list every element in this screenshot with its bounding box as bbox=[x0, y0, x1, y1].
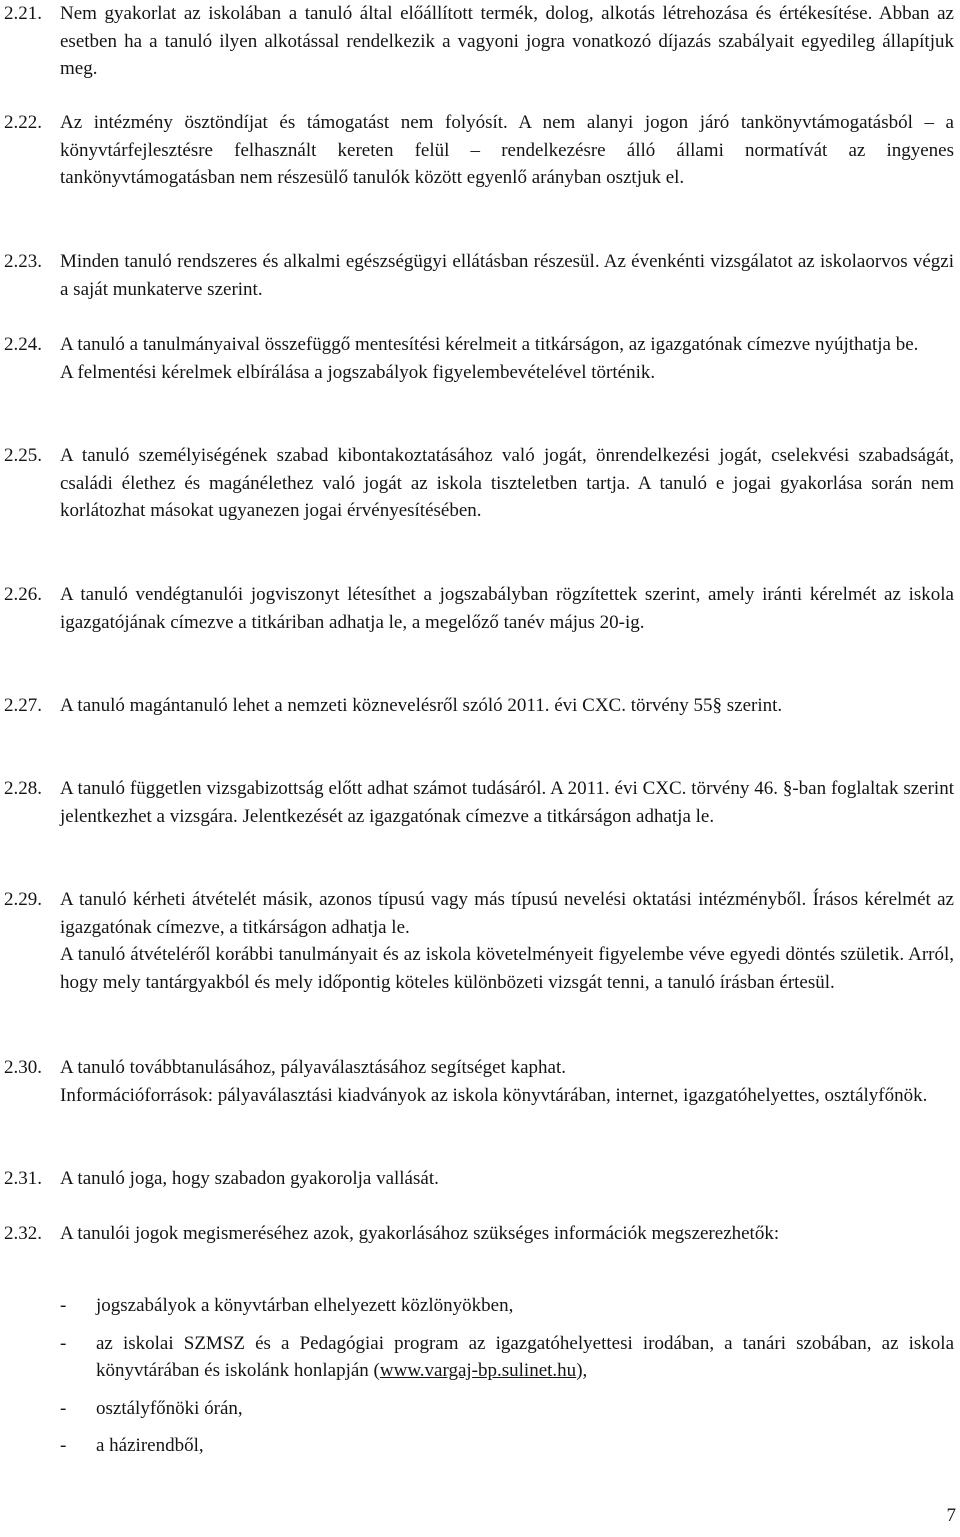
section-2-23 bbox=[0, 248, 954, 303]
section-paragraph: Az intézmény ösztöndíjat és támogatást nem folyósít. A nem alanyi jogon járó tankönyvtámogatásból – a könyvtárfejlesztésre felhasznált kereten felül – rendelkezésre álló állami normatívát az ingyenes tankönyvtámogatásban nem részesülő tanulók között egyenlő arányban osztjuk el. bbox=[60, 112, 954, 188]
section-number: 2.28. bbox=[4, 778, 42, 799]
info-sources-list bbox=[60, 1292, 954, 1460]
section-2-28 bbox=[0, 775, 954, 830]
section-2-26 bbox=[0, 581, 954, 636]
section-paragraph: A tanulói jogok megismeréséhez azok, gyakorlásához szükséges információk megszerezhetők: bbox=[60, 1223, 780, 1244]
website-link[interactable]: www.vargaj-bp.sulinet.hu bbox=[379, 1360, 577, 1381]
section-paragraph: Nem gyakorlat az iskolában a tanuló által előállított termék, dolog, alkotás létrehozása és értékesítése. Abban az esetben ha a tanuló ilyen alkotással rendelkezik a vagyoni jogra vonatkozó díjazás szabályait egyedileg állapítjuk meg. bbox=[60, 3, 954, 79]
dash-bullet: - bbox=[60, 1332, 67, 1354]
section-paragraph: A felmentési kérelmek elbírálása a jogszabályok figyelembevételével történik. bbox=[60, 361, 656, 383]
section-2-30 bbox=[0, 1054, 954, 1109]
section-number: 2.27. bbox=[4, 695, 42, 716]
section-paragraph: A tanuló kérheti átvételét másik, azonos típusú vagy más típusú nevelési oktatási intézményből. Írásos kérelmét az igazgatónak címezve, a titkárságon adhatja le. bbox=[60, 889, 954, 938]
section-2-31 bbox=[0, 1165, 954, 1193]
section-number: 2.32. bbox=[4, 1223, 42, 1244]
section-number: 2.25. bbox=[4, 445, 42, 466]
section-paragraph: Információforrások: pályaválasztási kiadványok az iskola könyvtárában, internet, igazgatóhelyettes, osztályfőnök. bbox=[60, 1084, 928, 1106]
section-paragraph: A tanuló független vizsgabizottság előtt adhat számot tudásáról. A 2011. évi CXC. törvény 46. §-ban foglaltak szerint jelentkezhet a vizsgára. Jelentkezését az igazgatónak címezve a titkárságon adhatja le. bbox=[60, 778, 954, 827]
list-item-text: az iskolai SZMSZ és a Pedagógiai program az igazgatóhelyettesi irodában, a tanári szobában, az iskola könyvtárában és iskolánk honlapján ( bbox=[96, 1332, 954, 1381]
section-number: 2.22. bbox=[4, 112, 42, 133]
section-2-21 bbox=[0, 0, 954, 83]
section-paragraph: A tanuló magántanuló lehet a nemzeti köznevelésről szóló 2011. évi CXC. törvény 55§ szerint. bbox=[60, 695, 783, 716]
section-paragraph: A tanuló a tanulmányaival összefüggő mentesítési kérelmeit a titkárságon, az igazgatónak címezve nyújthatja be. bbox=[60, 334, 919, 355]
section-number: 2.26. bbox=[4, 584, 42, 605]
list-item-text: jogszabályok a könyvtárban elhelyezett közlönyökben, bbox=[96, 1295, 514, 1316]
dash-bullet: - bbox=[60, 1435, 67, 1456]
dash-bullet: - bbox=[60, 1295, 67, 1316]
section-paragraph: A tanuló vendégtanulói jogviszonyt létesíthet a jogszabályban rögzítettek szerint, amely iránti kérelmét az iskola igazgatójának címezve a titkáriban adhatja le, a megelőző tanév május 20-ig. bbox=[60, 584, 954, 633]
section-2-29 bbox=[0, 886, 954, 996]
section-2-25 bbox=[0, 442, 954, 525]
page-number: 7 bbox=[946, 1505, 956, 1526]
list-item-text: osztályfőnöki órán, bbox=[96, 1397, 243, 1419]
list-item-text: a házirendből, bbox=[96, 1435, 204, 1456]
section-paragraph: A tanuló személyiségének szabad kibontakoztatásához való jogát, önrendelkezési jogát, cselekvési szabadságát, családi élethez és magánélethez való jogát az iskola tiszteletben tartja. A tanuló e jogai gyakorlása során nem korlátozhat másokat ugyanezen jogai érvényesítésében. bbox=[60, 445, 954, 521]
section-number: 2.23. bbox=[4, 251, 42, 272]
section-2-32 bbox=[0, 1220, 954, 1248]
list-item bbox=[60, 1292, 954, 1320]
section-2-22 bbox=[0, 109, 954, 192]
list-item bbox=[60, 1432, 954, 1460]
section-number: 2.31. bbox=[4, 1168, 42, 1189]
section-2-24 bbox=[0, 331, 954, 386]
section-number: 2.30. bbox=[4, 1057, 42, 1078]
section-number: 2.29. bbox=[4, 889, 42, 910]
section-2-27 bbox=[0, 692, 954, 720]
list-item-text: ), bbox=[576, 1360, 588, 1381]
section-paragraph: A tanuló joga, hogy szabadon gyakorolja vallását. bbox=[60, 1168, 439, 1189]
list-item bbox=[60, 1395, 954, 1423]
section-paragraph: Minden tanuló rendszeres és alkalmi egészségügyi ellátásban részesül. Az évenkénti vizsgálatot az iskolaorvos végzi a saját munkaterve szerint. bbox=[60, 251, 954, 300]
section-number: 2.21. bbox=[4, 3, 42, 24]
section-paragraph: A tanuló átvételéről korábbi tanulmányait és az iskola követelményeit figyelembe véve egyedi döntés születik. Arról, hogy mely tantárgyakból és mely időpontig köteles különbözeti vizsgát tenni, a tanuló írásban értesül. bbox=[60, 944, 954, 993]
dash-bullet: - bbox=[60, 1397, 67, 1419]
section-paragraph: A tanuló továbbtanulásához, pályaválasztásához segítséget kaphat. bbox=[60, 1057, 566, 1078]
section-number: 2.24. bbox=[4, 334, 42, 355]
list-item bbox=[60, 1330, 954, 1385]
